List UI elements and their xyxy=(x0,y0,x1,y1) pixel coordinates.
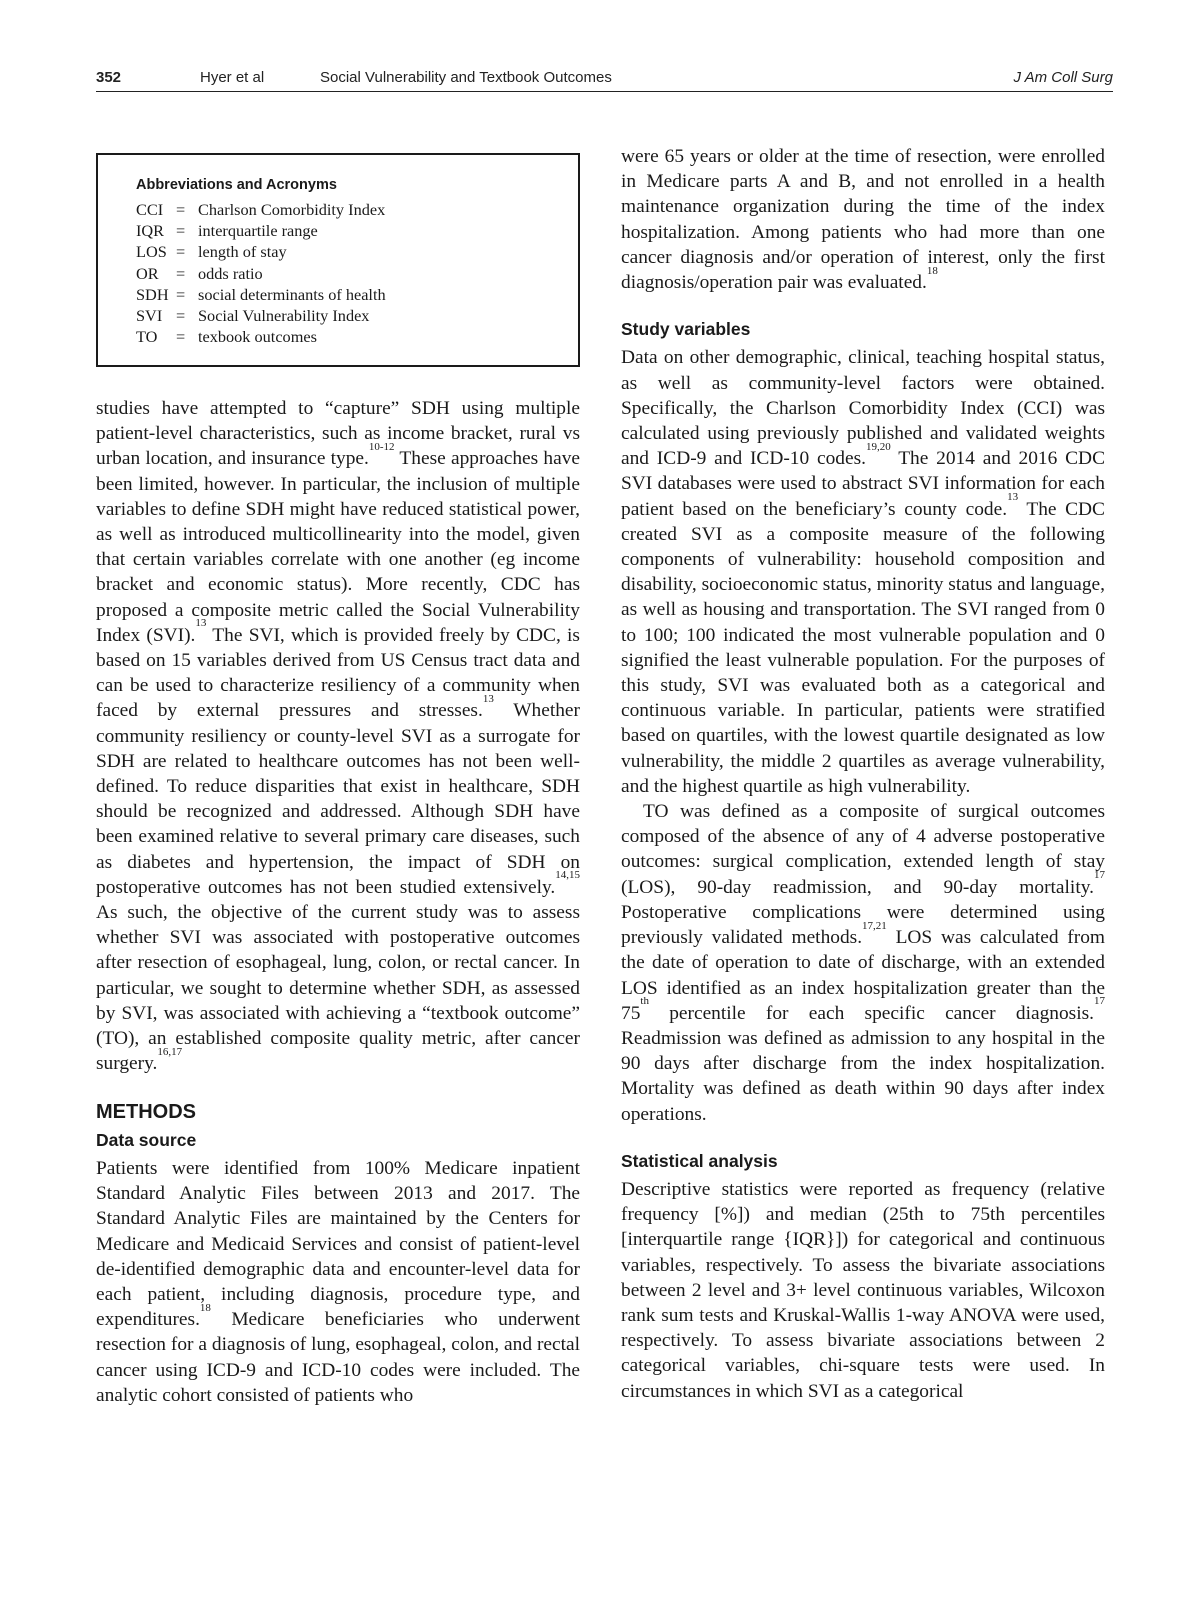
running-title: Social Vulnerability and Textbook Outcomes xyxy=(320,69,612,86)
left-column xyxy=(96,396,580,1408)
study-variables-paragraph: Data on other demographic, clinical, teaching hospital status, as well as community-level factors were obtained. Specifically, the Charlson Comorbidity Index (CCI) was calculated using previously published and validated weights and ICD-9 and ICD-10 codes.$^{19,20}$ The 2014 and 2016 CDC SVI databases were used to abstract SVI information for each patient based on the beneficiary’s county code.$^{13}$ The CDC created SVI as a composite measure of the following components of vulnerability: household composition and disability, socioeconomic status, minority status and language, as well as housing and transportation. The SVI ranged from 0 to 100; 100 indicated the most vulnerable population and 0 signified the least vulnerable population. For the purposes of this study, SVI was evaluated both as a categorical and continuous variable. In particular, patients were stratified based on quartiles, with the lowest quartile designated as low vulnerability, the middle 2 quartiles as average vulnerability, and the highest quartile as high vulnerability. xyxy=(621,347,1105,797)
abbreviations-title: Abbreviations and Acronyms xyxy=(136,177,337,193)
abbreviation-equals: = xyxy=(176,284,186,304)
citation-superscript: 13 xyxy=(195,617,207,630)
abbreviation-row xyxy=(136,284,578,305)
citation-superscript: th xyxy=(640,995,649,1008)
right-column xyxy=(621,144,1105,1404)
data-source-heading: Data source xyxy=(96,1129,197,1150)
abbreviation-term: SVI xyxy=(136,306,163,326)
citation-superscript: 14,15 xyxy=(555,869,580,882)
methods-heading: METHODS xyxy=(96,1101,196,1124)
abbreviation-term: SDH xyxy=(136,284,169,304)
abbreviation-term: CCI xyxy=(136,200,164,219)
abbreviation-row xyxy=(136,199,578,220)
abbreviation-row xyxy=(136,263,578,284)
abbreviation-definition: length of stay xyxy=(198,242,287,262)
abbreviations-list xyxy=(136,199,578,347)
running-header xyxy=(96,67,1113,92)
abbreviation-term: OR xyxy=(136,263,159,283)
abbreviation-definition: social determinants of health xyxy=(198,284,386,304)
abbreviation-row xyxy=(136,326,578,347)
cohort-paragraph: were 65 years or older at the time of resection, were enrolled in Medicare parts A and B, and not enrolled in a health maintenance organization during the time of the index hospitalization. Among patients who had more than one cancer diagnosis and/or operation of interest, only the first diagnosis/operation pair was evaluated.$^{18}$ xyxy=(621,146,1105,294)
citation-superscript: 19,20 xyxy=(866,440,891,453)
abbreviation-equals: = xyxy=(176,242,186,262)
citation-superscript: 13 xyxy=(482,692,494,705)
abbreviation-term: IQR xyxy=(136,221,165,241)
abbreviation-definition: Charlson Comorbidity Index xyxy=(198,200,386,219)
abbreviation-definition: texbook outcomes xyxy=(198,327,317,347)
page-number: 352 xyxy=(96,69,122,86)
citation-superscript: 17 xyxy=(1094,995,1105,1008)
intro-paragraph: studies have attempted to “capture” SDH using multiple patient-level characteristics, such as income bracket, rural vs urban location, and insurance type.$^{10-12}$ These approaches have been limited, however. In particular, the inclusion of multiple variables to define SDH might have reduced statistical power, as well as introduced multicollinearity into the model, given that certain variables correlate with one another (eg income bracket and economic status). More recently, CDC has proposed a composite metric called the Social Vulnerability Index (SVI).$^{13}$ The SVI, which is provided freely by CDC, is based on 15 variables derived from US Census tract data and can be used to characterize resiliency of a community when faced by external pressures and stresses.$^{13}$ Whether community resiliency or county-level SVI as a surrogate for SDH are related to healthcare outcomes has not been well-defined. To reduce disparities that exist in healthcare, SDH should be recognized and addressed. Although SDH have been examined relative to several primary care diseases, such as diabetes and hypertension, the impact of SDH on postoperative outcomes has not been studied extensively.$^{14,15}$ As such, the objective of the current study was to assess whether SVI was associated with postoperative outcomes after resection of esophageal, lung, colon, or rectal cancer. In particular, we sought to determine whether SDH, as assessed by SVI, was associated with achieving a “textbook outcome” (TO), an established composite quality metric, after cancer surgery.$^{16,17}$ xyxy=(96,398,580,1075)
abbreviation-definition: odds ratio xyxy=(198,263,263,283)
abbreviation-equals: = xyxy=(176,306,186,326)
citation-superscript: 10-12 xyxy=(368,440,395,453)
study-variables-heading: Study variables xyxy=(621,319,751,340)
abbreviation-definition: Social Vulnerability Index xyxy=(198,306,370,326)
citation-superscript: 13 xyxy=(1007,491,1019,504)
abbreviation-equals: = xyxy=(176,221,186,241)
statistical-paragraph: Descriptive statistics were reported as frequency (relative frequency [%]) and median (25th to 75th percentiles [interquartile range {IQR}]) for categorical and continuous variables, respectively. To assess the bivariate associations between 2 level and 3+ level continuous variables, Wilcoxon rank sum tests and Kruskal-Wallis 1-way ANOVA were used, respectively. To assess bivariate associations between 2 categorical variables, chi-square tests were used. In circumstances in which SVI as a categorical xyxy=(621,1178,1105,1402)
header-authors: Hyer et al xyxy=(200,69,265,86)
abbreviation-row xyxy=(136,220,578,241)
citation-superscript: 17 xyxy=(1094,869,1105,882)
abbreviation-term: LOS xyxy=(136,242,167,262)
abbreviation-equals: = xyxy=(176,263,186,283)
abbreviation-row xyxy=(136,241,578,262)
data-source-paragraph: Patients were identified from 100% Medicare inpatient Standard Analytic Files between 2013 and 2017. The Standard Analytic Files are maintained by the Centers for Medicare and Medicaid Services and consist of patient-level de-identified demographic data and encounter-level data for each patient, including diagnosis, procedure type, and expenditures.$^{18}$ Medicare beneficiaries who underwent resection for a diagnosis of lung, esophageal, colon, and rectal cancer using ICD-9 and ICD-10 codes were included. The analytic cohort consisted of patients who xyxy=(96,1157,580,1406)
citation-superscript: 18 xyxy=(199,1301,211,1314)
abbreviation-equals: = xyxy=(176,327,186,347)
statistical-analysis-heading: Statistical analysis xyxy=(621,1150,778,1171)
citation-superscript: 17,21 xyxy=(862,919,887,932)
journal-name: J Am Coll Surg xyxy=(1013,69,1113,86)
abbreviation-definition: interquartile range xyxy=(198,221,318,241)
abbreviations-box xyxy=(96,153,580,367)
abbreviation-row xyxy=(136,305,578,326)
to-definition-paragraph: TO was defined as a composite of surgical outcomes composed of the absence of any of 4 adverse postoperative outcomes: surgical complication, extended length of stay (LOS), 90-day readmission, and 90-day mortality.$^{17}$ Postoperative complications were determined using previously validated methods.$^{17,21}$ LOS was calculated from the date of operation to date of discharge, with an extended LOS identified as an index hospitalization greater than the 75th percentile for each specific cancer diagnosis.$^{17}$ Readmission was defined as admission to any hospital in the 90 days after discharge from the index hospitalization. Mortality was defined as death within 90 days after index operations. xyxy=(621,801,1105,1125)
abbreviation-equals: = xyxy=(176,200,186,219)
citation-superscript: 16,17 xyxy=(157,1045,183,1058)
abbreviation-term: TO xyxy=(136,327,158,347)
citation-superscript: 18 xyxy=(926,264,938,277)
